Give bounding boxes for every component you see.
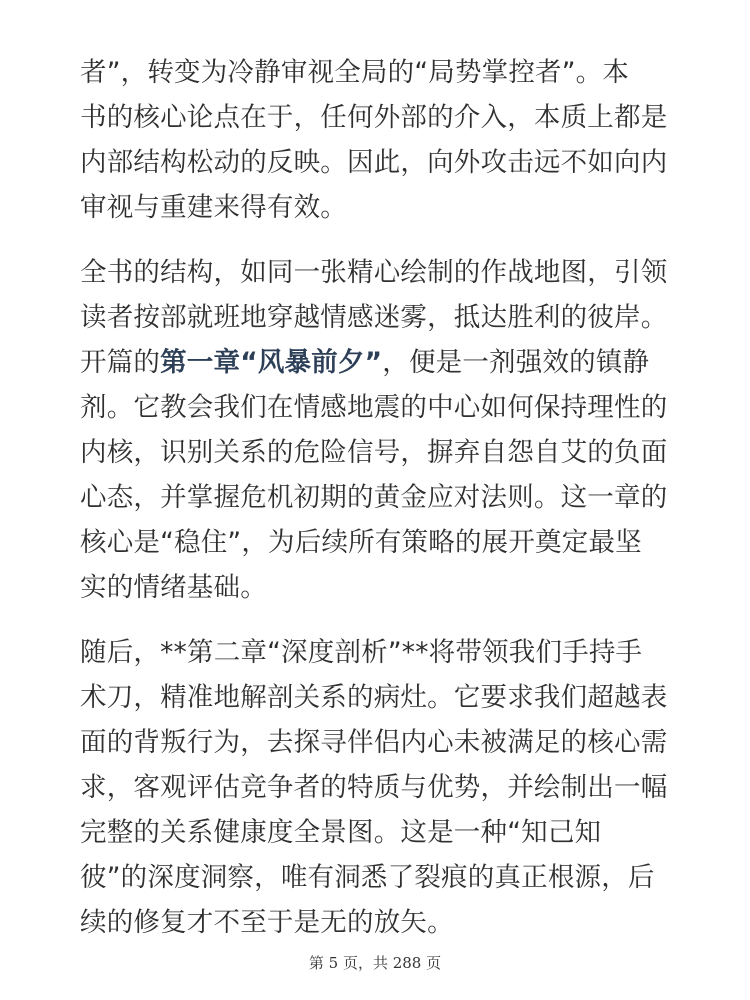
chapter-highlight: 第一章“风暴前夕”	[160, 347, 383, 378]
text-line-with-highlight	[80, 340, 670, 385]
text-line: 全书的结构，如同一张精心绘制的作战地图，引领	[80, 257, 668, 288]
text-line: 彼”的深度洞察，唯有洞悉了裂痕的真正根源，后	[80, 862, 655, 893]
paragraph-3	[80, 630, 670, 945]
text-line: 续的修复才不至于是无的放矢。	[80, 907, 454, 938]
page-content	[80, 50, 670, 945]
text-line: 术刀，精准地解剖关系的病灶。它要求我们超越表	[80, 682, 668, 713]
text-line: 审视与重建来得有效。	[80, 192, 347, 223]
text-line: 者”，转变为冷静审视全局的“局势掌控者”。本	[80, 57, 630, 88]
text-line: 随后，**第二章“深度剖析”**将带领我们手持手	[80, 637, 643, 668]
text-line: 读者按部就班地穿越情感迷雾，抵达胜利的彼岸。	[80, 302, 668, 333]
paragraph-2	[80, 250, 670, 610]
text-line: 求，客观评估竞争者的特质与优势，并绘制出一幅	[80, 772, 668, 803]
text-line: 心态，并掌握危机初期的黄金应对法则。这一章的	[80, 482, 668, 513]
paragraph-1	[80, 50, 670, 230]
text-line: 核心是“稳住”，为后续所有策略的展开奠定最坚	[80, 527, 642, 558]
text-suffix: ，便是一剂强效的镇静	[382, 347, 650, 378]
text-line: 实的情绪基础。	[80, 572, 267, 603]
page-number-footer: 第 5 页，共 288 页	[308, 954, 442, 972]
text-line: 书的核心论点在于，任何外部的介入，本质上都是	[80, 102, 668, 133]
text-line: 完整的关系健康度全景图。这是一种“知己知	[80, 817, 602, 848]
text-prefix: 开篇的	[80, 347, 161, 378]
text-line: 面的背叛行为，去探寻伴侣内心未被满足的核心需	[80, 727, 668, 758]
text-line: 内核，识别关系的危险信号，摒弃自怨自艾的负面	[80, 437, 668, 468]
text-line: 内部结构松动的反映。因此，向外攻击远不如向内	[80, 147, 668, 178]
text-line: 剂。它教会我们在情感地震的中心如何保持理性的	[80, 392, 668, 423]
